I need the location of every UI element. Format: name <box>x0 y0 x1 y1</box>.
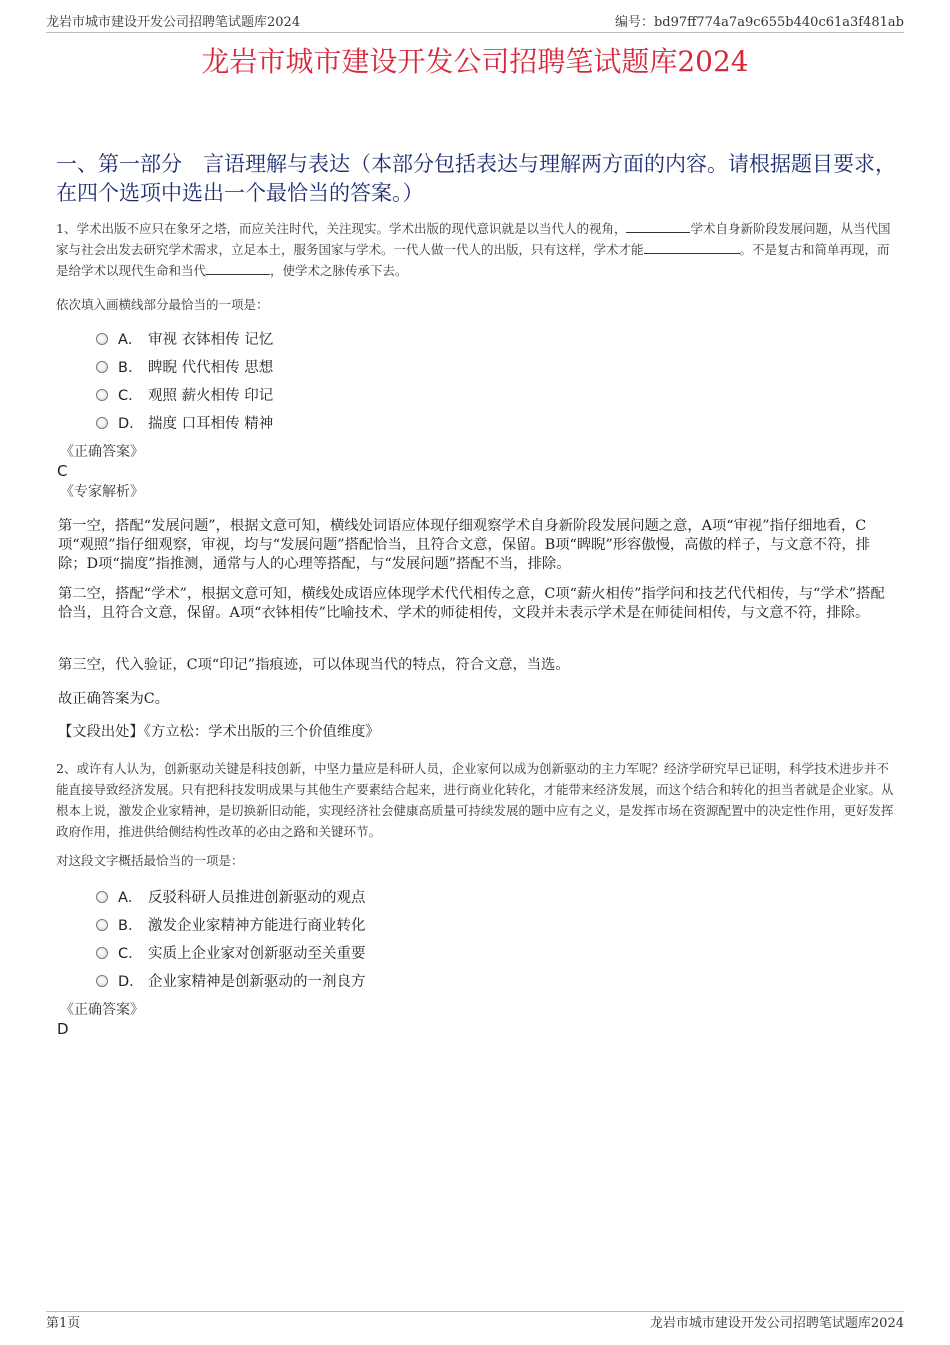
option-text: 观照 薪火相传 印记 <box>148 388 274 404</box>
section-heading: 一、第一部分 言语理解与表达（本部分包括表达与理解两方面的内容。请根据题目要求，在四个选项中选出一个最恰当的答案。） <box>56 152 896 205</box>
q1-analysis-conclusion: 故正确答案为C。 <box>58 691 170 707</box>
option-letter: B． <box>118 360 143 376</box>
q1-text-part: 学术自身新阶段发展问题，从当代国家与社会出发去研究学术需求，立足本土，服务国家与学术。一代人做一代人的出版，只有这样，学术才能 <box>56 221 891 257</box>
q2-answer: D <box>57 1020 69 1038</box>
option-letter: A． <box>118 332 143 348</box>
radio-icon[interactable] <box>96 361 108 373</box>
q2-answer-label: 《正确答案》 <box>60 1002 144 1018</box>
q2-option-b[interactable] <box>96 916 366 936</box>
option-text: 揣度 口耳相传 精神 <box>148 416 274 432</box>
blank-1 <box>626 220 690 233</box>
page-footer <box>46 1311 904 1331</box>
q1-answer: C <box>57 462 68 480</box>
radio-icon[interactable] <box>96 919 108 931</box>
q1-text-part: 。不是复古和简单再现，而是给学术以现代生命和当代 <box>56 242 890 278</box>
option-letter: D． <box>118 416 144 432</box>
page-title: 龙岩市城市建设开发公司招聘笔试题库2024 <box>201 45 749 78</box>
footer-doc-title: 龙岩市城市建设开发公司招聘笔试题库2024 <box>649 1316 904 1331</box>
q1-analysis-paragraph: 第三空，代入验证，C项“印记”指痕迹，可以体现当代的特点，符合文意，当选。 <box>58 657 570 673</box>
option-text: 审视 衣钵相传 记忆 <box>148 332 274 348</box>
q1-analysis-paragraph: 第二空，搭配“学术”，根据文意可知，横线处成语应体现学术代代相传之意，C项“薪火相传”指学问和技艺代代相传，与“学术”搭配恰当，且符合文意，保留。A项“衣钵相传”比喻技术、学术的师徒相传，文段并未表示学术是在师徒间相传，与文意不符，排除。 <box>58 586 885 621</box>
option-letter: C． <box>118 946 143 962</box>
q2-option-a[interactable] <box>96 888 366 908</box>
option-text: 睥睨 代代相传 思想 <box>148 360 274 376</box>
q2-option-d[interactable] <box>96 972 366 992</box>
question-2-prompt: 对这段文字概括最恰当的一项是： <box>56 853 244 868</box>
blank-2 <box>644 241 740 254</box>
q1-option-c[interactable] <box>96 386 273 406</box>
radio-icon[interactable] <box>96 891 108 903</box>
option-text: 反驳科研人员推进创新驱动的观点 <box>148 890 366 906</box>
option-letter: D． <box>118 974 144 990</box>
q1-answer-label: 《正确答案》 <box>60 444 144 460</box>
radio-icon[interactable] <box>96 947 108 959</box>
radio-icon[interactable] <box>96 333 108 345</box>
q1-option-a[interactable] <box>96 330 273 350</box>
option-text: 激发企业家精神方能进行商业转化 <box>148 918 366 934</box>
radio-icon[interactable] <box>96 389 108 401</box>
q1-analysis-label: 《专家解析》 <box>60 484 144 500</box>
radio-icon[interactable] <box>96 975 108 987</box>
q1-text-part: ，使学术之脉传承下去。 <box>270 263 408 278</box>
q1-option-d[interactable] <box>96 414 273 434</box>
question-1-prompt: 依次填入画横线部分最恰当的一项是： <box>56 297 269 312</box>
q1-text-part: 1、学术出版不应只在象牙之塔，而应关注时代，关注现实。学术出版的现代意识就是以当代人的视角， <box>56 221 627 236</box>
blank-3 <box>206 262 270 275</box>
q1-option-b[interactable] <box>96 358 273 378</box>
option-letter: B． <box>118 918 143 934</box>
option-letter: C． <box>118 388 143 404</box>
page-number: 第1页 <box>46 1316 81 1331</box>
question-1-text <box>56 218 898 281</box>
q1-analysis-paragraph: 第一空，搭配“发展问题”，根据文意可知，横线处词语应体现仔细观察学术自身新阶段发展问题之意，A项“审视”指仔细地看，C项“观照”指仔细观察，审视，均与“发展问题”搭配恰当，且符合文意，保留。B项“睥睨”形容傲慢，高傲的样子，与文意不符，排除；D项“揣度”指推测，通常与人的心理等搭配，与“发展问题”搭配不当，排除。 <box>58 518 871 572</box>
header-doc-title: 龙岩市城市建设开发公司招聘笔试题库2024 <box>46 15 301 30</box>
q1-source: 【文段出处】《方立松：学术出版的三个价值维度》 <box>58 724 380 740</box>
q2-option-c[interactable] <box>96 944 366 964</box>
option-text: 企业家精神是创新驱动的一剂良方 <box>148 974 366 990</box>
option-letter: A． <box>118 890 143 906</box>
page-header <box>46 14 904 33</box>
radio-icon[interactable] <box>96 417 108 429</box>
header-doc-number: 编号：bd97ff774a7a9c655b440c61a3f481ab <box>614 15 904 30</box>
option-text: 实质上企业家对创新驱动至关重要 <box>148 946 366 962</box>
question-2-text: 2、或许有人认为，创新驱动关键是科技创新，中坚力量应是科研人员，企业家何以成为创新驱动的主力军呢？经济学研究早已证明，科学技术进步并不能直接导致经济发展。只有把科技发明成果与其他生产要素结合起来，进行商业化转化，才能带来经济发展，而这个结合和转化的担当者就是企业家。从根本上说，激发企业家精神，是切换新旧动能，实现经济社会健康高质量可持续发展的题中应有之义，是发挥市场在资源配置中的决定性作用，更好发挥政府作用，推进供给侧结构性改革的必由之路和关键环节。 <box>56 761 894 839</box>
